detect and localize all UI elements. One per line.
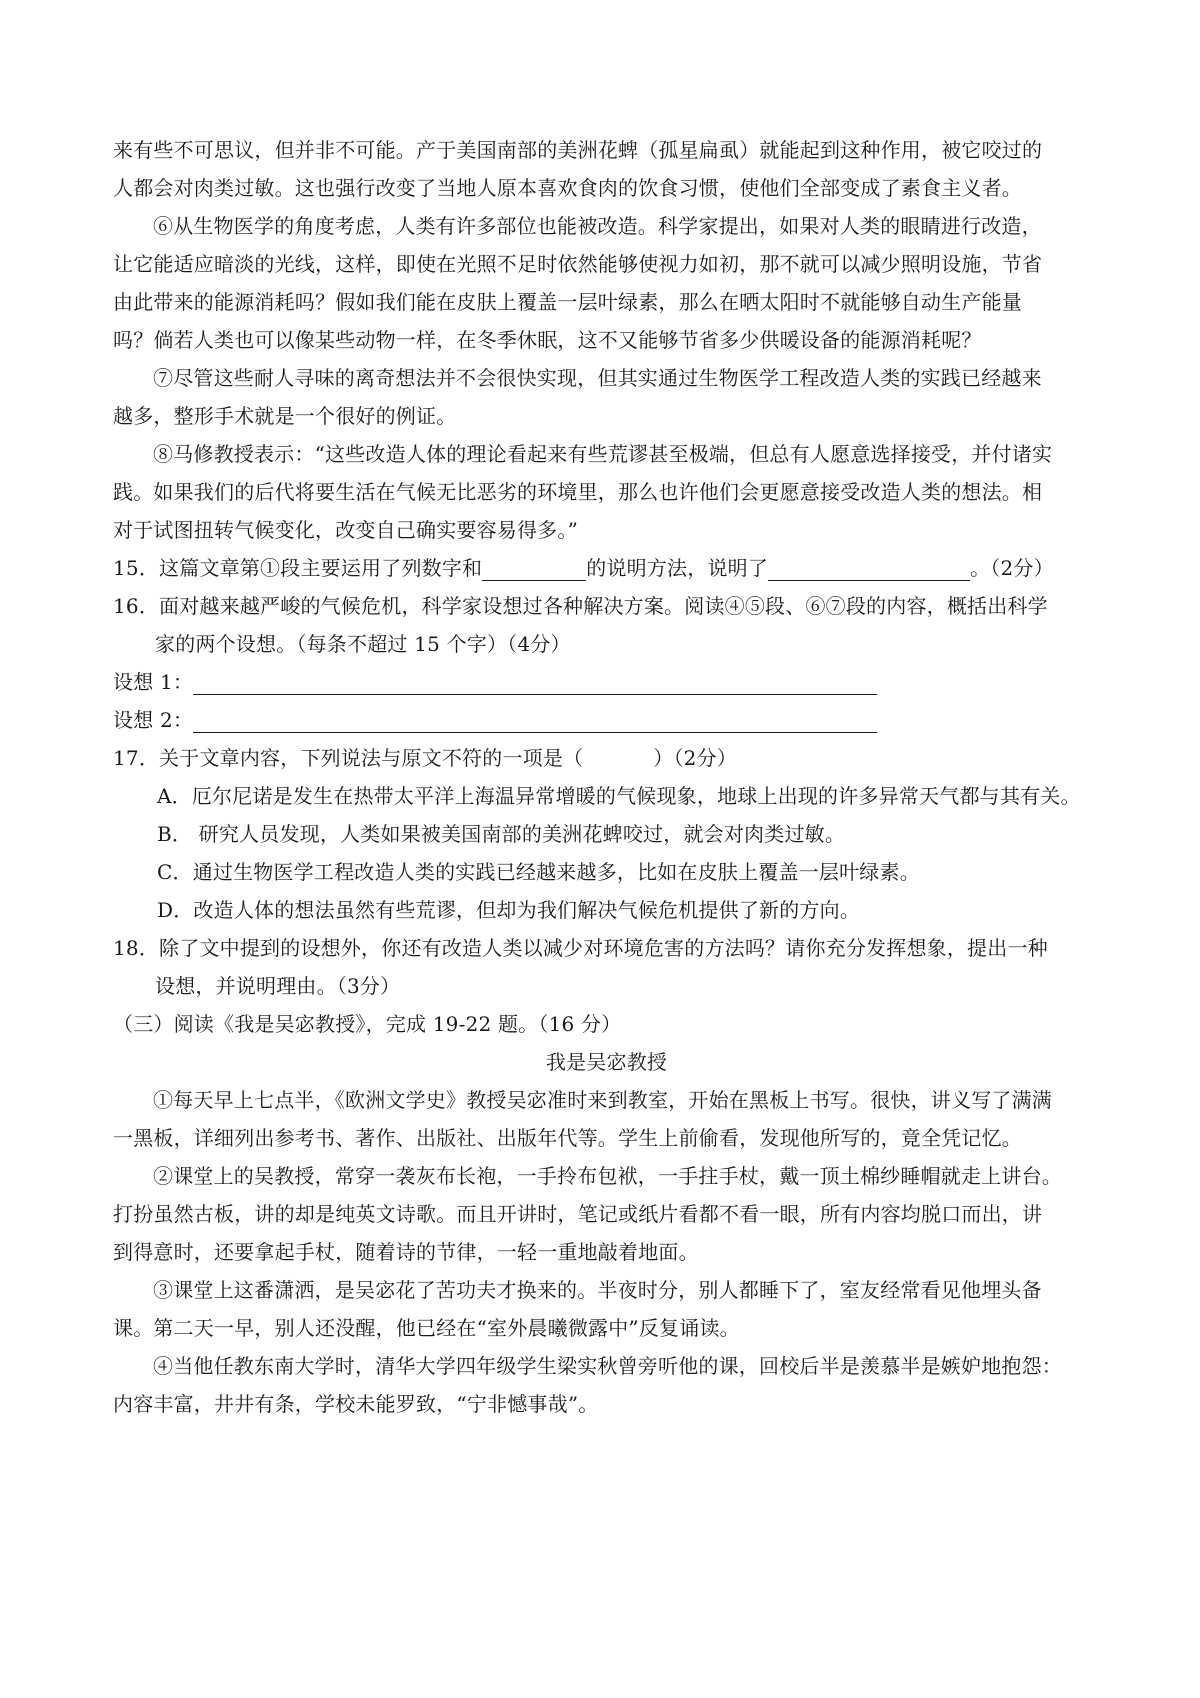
question-15-text-b: 的说明方法，说明了 [586,556,769,580]
question-17-option-d: D．改造人体的想法虽然有些荒谬，但却为我们解决气候危机提供了新的方向。 [157,898,861,922]
question-15 [113,549,1100,587]
question-17-text-a: 17．关于文章内容，下列说法与原文不符的一项是（ [113,746,584,770]
wu-paragraph-3-line-2: 课。第二天一早，别人还没醒，他已经在“室外晨曦微露中”反复诵读。 [113,1316,740,1340]
question-16-answer-2 [113,701,1100,739]
section-three-instruction: （三）阅读《我是吴宓教授》，完成 19-22 题。（16 分） [113,1012,622,1036]
paragraph-6-line-1: ⑥从生物医学的角度考虑，人类有许多部位也能被改造。科学家提出，如果对人类的眼睛进行改造， [153,214,1042,238]
wu-paragraph-3-line-1: ③课堂上这番潇洒，是吴宓花了苦功夫才换来的。半夜时分，别人都睡下了，室友经常看见他埋头备 [153,1278,1042,1302]
paragraph-6-line-4: 吗？倘若人类也可以像某些动物一样，在冬季休眠，这不又能够节省多少供暖设备的能源消耗呢？ [113,328,982,352]
question-16-line-1: 16．面对越来越严峻的气候危机，科学家设想过各种解决方案。阅读④⑤段、⑥⑦段的内容，概括出科学 [113,594,1048,618]
answer-1-label: 设想 1： [113,670,194,694]
paragraph-6-line-3: 由此带来的能源消耗吗？假如我们能在皮肤上覆盖一层叶绿素，那么在晒太阳时不就能够自动生产能量 [113,290,1022,314]
question-15-text-c: 。（2分） [970,556,1054,580]
question-17-text-b: ）（2分） [653,746,737,770]
question-16-line-2: 家的两个设想。（每条不超过 15 个字）（4分） [155,632,571,656]
paragraph-5-line-1: 来有些不可思议，但并非不可能。产于美国南部的美洲花蜱（孤星扁虱）就能起到这种作用，被它咬过的 [113,138,1043,162]
wu-paragraph-1-line-1: ①每天早上七点半，《欧洲文学史》教授吴宓准时来到教室，开始在黑板上书写。很快，讲义写了满满 [153,1088,1052,1112]
answer-2-blank[interactable] [193,708,877,733]
question-17-option-c: C．通过生物医学工程改造人类的实践已经越来越多，比如在皮肤上覆盖一层叶绿素。 [157,860,920,884]
paragraph-7-line-2: 越多，整形手术就是一个很好的例证。 [113,404,457,428]
wu-paragraph-1-line-2: 一黑板，详细列出参考书、著作、出版社、出版年代等。学生上前偷看，发现他所写的，竟全凭记忆。 [113,1126,1022,1150]
question-18-line-2: 设想，并说明理由。（3分） [155,974,401,998]
paragraph-8-line-3: 对于试图扭转气候变化，改变自己确实要容易得多。” [113,518,579,542]
wu-paragraph-2-line-1: ②课堂上的吴教授，常穿一袭灰布长袍，一手拎布包袱，一手拄手杖，戴一顶土棉纱睡帽就走上讲台。 [153,1164,1062,1188]
question-17 [113,739,1100,777]
question-16-answer-1 [113,663,1100,701]
wu-paragraph-4-line-2: 内容丰富，井井有条，学校未能罗致，“宁非憾事哉”。 [113,1392,599,1416]
paragraph-8-line-1: ⑧马修教授表示：“这些改造人体的理论看起来有些荒谬甚至极端，但总有人愿意选择接受，并付诸实 [153,442,1053,466]
question-15-text-a: 15．这篇文章第①段主要运用了列数字和 [113,556,483,580]
wu-paragraph-2-line-2: 打扮虽然古板，讲的却是纯英文诗歌。而且开讲时，笔记或纸片看都不看一眼，所有内容均脱口而出，讲 [113,1202,1043,1226]
question-18-line-1: 18．除了文中提到的设想外，你还有改造人类以减少对环境危害的方法吗？请你充分发挥想象，提出一种 [113,936,1048,960]
paragraph-6-line-2: 让它能适应暗淡的光线，这样，即使在光照不足时依然能够使视力如初，那不就可以减少照明设施，节省 [113,252,1043,276]
paragraph-8-line-2: 践。如果我们的后代将要生活在气候无比恶劣的环境里，那么也许他们会更愿意接受改造人类的想法。相 [113,480,1043,504]
page-content [113,131,1100,1423]
question-15-blank-2[interactable] [768,556,970,581]
paragraph-7-line-1: ⑦尽管这些耐人寻味的离奇想法并不会很快实现，但其实通过生物医学工程改造人类的实践已经越来 [153,366,1042,390]
question-17-option-a: A．厄尔尼诺是发生在热带太平洋上海温异常增暖的气候现象，地球上出现的许多异常天气都与其有关。 [157,784,1081,808]
paragraph-5-line-2: 人都会对肉类过敏。这也强行改变了当地人原本喜欢食肉的饮食习惯，使他们全部变成了素食主义者。 [113,176,1022,200]
answer-2-label: 设想 2： [113,708,194,732]
answer-1-blank[interactable] [193,670,877,695]
question-17-option-b: B． 研究人员发现，人类如果被美国南部的美洲花蜱咬过，就会对肉类过敏。 [157,822,846,846]
question-15-blank-1[interactable] [482,556,586,581]
wu-paragraph-2-line-3: 到得意时，还要拿起手杖，随着诗的节律，一轻一重地敲着地面。 [113,1240,699,1264]
wu-paragraph-4-line-1: ④当他任教东南大学时，清华大学四年级学生梁实秋曾旁听他的课，回校后半是羡慕半是嫉妒地抱怨： [153,1354,1062,1378]
section-three-title: 我是吴宓教授 [545,1050,668,1074]
